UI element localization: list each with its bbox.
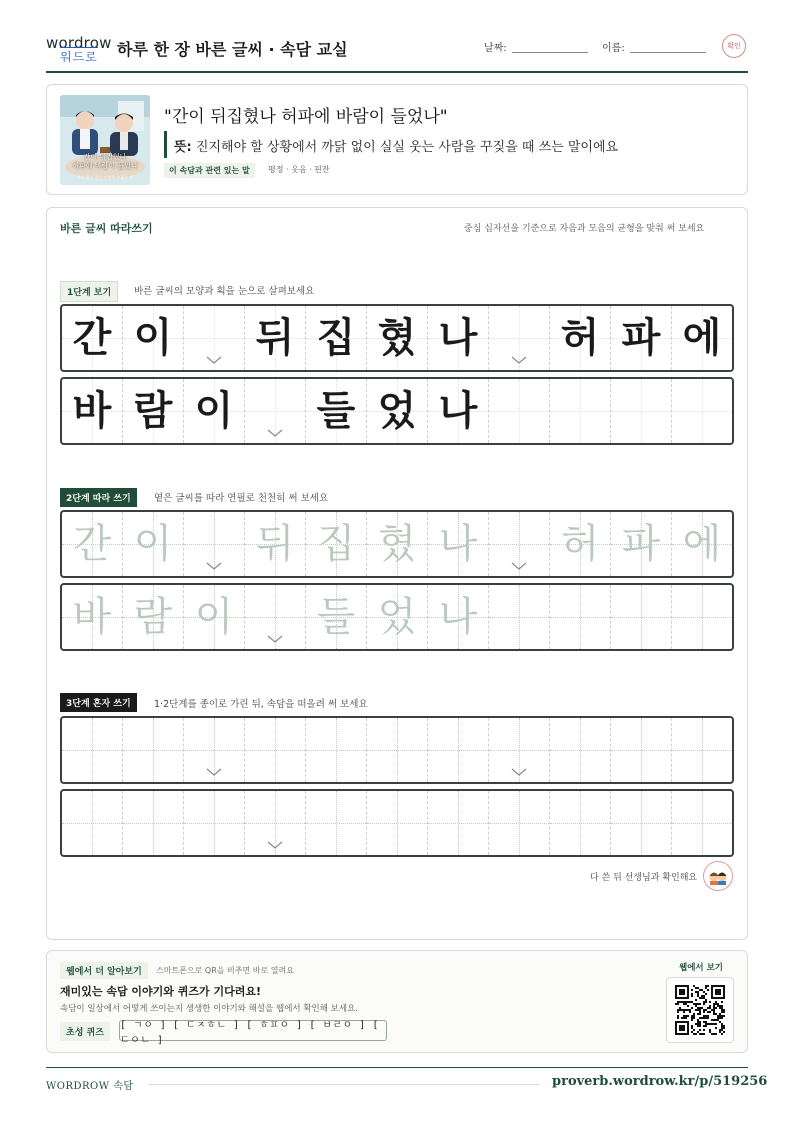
quiz-label: 초성 퀴즈 <box>60 1022 110 1041</box>
writing-char: 이 <box>133 315 173 361</box>
writing-char: 허 <box>560 315 600 361</box>
writing-cell[interactable] <box>245 585 306 649</box>
logo-subtitle: 워드로 <box>60 47 98 65</box>
space-mark-icon <box>267 841 283 849</box>
header-divider <box>46 71 748 73</box>
writing-cell[interactable] <box>428 512 489 576</box>
writing-char: 혔 <box>377 315 417 361</box>
writing-cell[interactable] <box>184 791 245 855</box>
proverb-illustration <box>60 95 150 185</box>
writing-char: 혔 <box>377 521 417 567</box>
writing-cell <box>306 379 367 443</box>
meaning-accent-bar <box>164 131 167 158</box>
qr-label: 웹에서 보기 <box>679 963 724 973</box>
writing-cell[interactable] <box>550 585 611 649</box>
writing-char: 파 <box>621 521 661 567</box>
step3-row2[interactable] <box>60 789 734 857</box>
writing-cell[interactable] <box>62 585 123 649</box>
writing-cell <box>611 306 672 370</box>
writing-cell <box>62 306 123 370</box>
writing-char: 간 <box>72 315 112 361</box>
writing-char: 간 <box>72 521 112 567</box>
writing-cell <box>611 379 672 443</box>
writing-cell <box>367 379 428 443</box>
related-words: 평정 · 웃음 · 핀잔 <box>268 165 330 174</box>
writing-char: 들 <box>316 388 356 434</box>
writing-cell[interactable] <box>428 718 489 782</box>
meaning-label: 뜻: <box>174 140 192 155</box>
footer-url[interactable]: proverb.wordrow.kr/p/519256 <box>552 1074 768 1089</box>
writing-cell[interactable] <box>245 791 306 855</box>
writing-char: 집 <box>316 315 356 361</box>
page-title: 하루 한 장 바른 글씨 · 속담 교실 <box>117 40 348 59</box>
writing-cell[interactable] <box>367 585 428 649</box>
writing-cell[interactable] <box>489 718 550 782</box>
writing-cell[interactable] <box>611 718 672 782</box>
step2-row2[interactable] <box>60 583 734 651</box>
practice-title: 바른 글씨 따라쓰기 <box>60 222 153 235</box>
writing-cell[interactable] <box>428 791 489 855</box>
space-mark-icon <box>267 635 283 643</box>
writing-cell[interactable] <box>184 718 245 782</box>
writing-cell[interactable] <box>306 512 367 576</box>
writing-cell[interactable] <box>672 585 732 649</box>
writing-char: 집 <box>316 521 356 567</box>
step3-row1[interactable] <box>60 716 734 784</box>
writing-cell[interactable] <box>245 718 306 782</box>
writing-char: 뒤 <box>255 521 295 567</box>
writing-cell[interactable] <box>306 718 367 782</box>
writing-cell[interactable] <box>62 791 123 855</box>
illustration-caption <box>60 153 150 171</box>
writing-char: 이 <box>194 594 234 640</box>
footer-divider <box>46 1067 748 1068</box>
space-mark-icon <box>511 356 527 364</box>
writing-cell[interactable] <box>428 585 489 649</box>
writing-char: 들 <box>316 594 356 640</box>
teacher-stamp-icon <box>703 861 733 891</box>
space-mark-icon <box>206 768 222 776</box>
writing-cell[interactable] <box>672 791 732 855</box>
step3-desc: 1·2단계를 종이로 가린 뒤, 속담을 떠올려 써 보세요 <box>154 699 368 710</box>
writing-cell[interactable] <box>672 512 732 576</box>
writing-char: 었 <box>377 594 417 640</box>
writing-char: 나 <box>438 315 478 361</box>
writing-cell[interactable] <box>123 791 184 855</box>
writing-char: 바 <box>72 594 112 640</box>
writing-char: 이 <box>133 521 173 567</box>
step2-row1[interactable] <box>60 510 734 578</box>
writing-cell[interactable] <box>123 512 184 576</box>
wordrow-logo <box>46 34 112 64</box>
illustration-subcaption: 이유 없이 웃는 사람을 꾸짖는 말 <box>76 175 134 180</box>
step3-tag: 3단계 혼자 쓰기 <box>60 693 137 712</box>
logo-wordmark: wordrow <box>46 34 112 52</box>
more-hint: 스마트폰으로 QR을 비추면 바로 열려요 <box>156 966 294 975</box>
qr-code[interactable] <box>666 977 734 1043</box>
more-tag: 웹에서 더 알아보기 <box>60 962 148 979</box>
step1-tag: 1단계 보기 <box>60 281 118 302</box>
writing-cell <box>672 379 732 443</box>
more-title: 재미있는 속담 이야기와 퀴즈가 기다려요! <box>60 985 261 998</box>
writing-char: 파 <box>621 315 661 361</box>
writing-cell <box>489 306 550 370</box>
writing-cell <box>428 306 489 370</box>
writing-char: 나 <box>438 594 478 640</box>
writing-cell[interactable] <box>367 718 428 782</box>
writing-cell <box>489 379 550 443</box>
writing-cell[interactable] <box>367 512 428 576</box>
writing-cell[interactable] <box>306 585 367 649</box>
writing-cell[interactable] <box>489 512 550 576</box>
writing-cell[interactable] <box>184 585 245 649</box>
writing-cell[interactable] <box>550 512 611 576</box>
teacher-check-text: 다 쓴 뒤 선생님과 확인해요 <box>590 873 698 883</box>
writing-char: 에 <box>682 521 722 567</box>
name-field[interactable] <box>630 52 706 53</box>
space-mark-icon <box>206 562 222 570</box>
proverb-meaning <box>174 136 618 155</box>
illustration-caption-line1: 간이 뒤집혔나 <box>83 153 127 161</box>
writing-char: 었 <box>377 388 417 434</box>
writing-cell <box>367 306 428 370</box>
writing-char: 허 <box>560 521 600 567</box>
writing-cell <box>62 379 123 443</box>
step1-desc: 바른 글씨의 모양과 획을 눈으로 살펴보세요 <box>134 286 315 297</box>
date-label: 날짜: <box>484 43 507 54</box>
space-mark-icon <box>511 562 527 570</box>
writing-char: 람 <box>133 388 173 434</box>
writing-cell <box>550 379 611 443</box>
writing-char: 바 <box>72 388 112 434</box>
step2-tag: 2단계 따라 쓰기 <box>60 488 137 507</box>
writing-cell[interactable] <box>550 791 611 855</box>
writing-char: 이 <box>194 388 234 434</box>
practice-hint: 중심 십자선을 기준으로 자음과 모음의 균형을 맞춰 써 보세요 <box>464 224 705 234</box>
kids-face-icon <box>707 865 729 887</box>
writing-char: 나 <box>438 388 478 434</box>
writing-cell[interactable] <box>123 585 184 649</box>
step2-desc: 옅은 글씨를 따라 연필로 천천히 써 보세요 <box>154 493 329 504</box>
chosung-quiz: [ ㄱㅇ ] [ ㄷㅈㅎㄴ ] [ ㅎㅍㅇ ] [ ㅂㄹㅇ ] [ ㄷㅇㄴ ] <box>119 1020 387 1041</box>
writing-cell[interactable] <box>611 512 672 576</box>
writing-cell[interactable] <box>489 791 550 855</box>
writing-cell <box>428 379 489 443</box>
writing-cell[interactable] <box>489 585 550 649</box>
space-mark-icon <box>267 429 283 437</box>
step1-row2 <box>60 377 734 445</box>
writing-cell <box>184 306 245 370</box>
writing-cell <box>123 379 184 443</box>
space-mark-icon <box>206 356 222 364</box>
footer-rule <box>148 1084 540 1085</box>
illustration-image <box>60 95 150 185</box>
writing-char: 에 <box>682 315 722 361</box>
writing-cell[interactable] <box>62 718 123 782</box>
space-mark-icon <box>511 768 527 776</box>
writing-cell <box>123 306 184 370</box>
writing-cell[interactable] <box>306 791 367 855</box>
stamp-label: 확인 <box>727 42 741 50</box>
illustration-caption-line2: 허파에 바람이 들었나 <box>72 162 138 170</box>
writing-cell[interactable] <box>245 512 306 576</box>
name-label: 이름: <box>602 43 625 54</box>
writing-char: 나 <box>438 521 478 567</box>
footer-brand: WORDROW 속담 <box>46 1081 134 1092</box>
writing-cell[interactable] <box>611 791 672 855</box>
writing-cell <box>245 306 306 370</box>
related-words-tag: 이 속담과 관련 있는 말 <box>164 163 255 178</box>
qr-code-icon <box>667 978 733 1042</box>
writing-char: 람 <box>133 594 173 640</box>
writing-char: 뒤 <box>255 315 295 361</box>
writing-cell[interactable] <box>184 512 245 576</box>
writing-cell <box>306 306 367 370</box>
meaning-text: 진지해야 할 상황에서 까닭 없이 실실 웃는 사람을 꾸짖을 때 쓰는 말이에요 <box>195 140 619 155</box>
writing-cell <box>672 306 732 370</box>
writing-cell <box>245 379 306 443</box>
writing-cell[interactable] <box>611 585 672 649</box>
more-description: 속담이 일상에서 어떻게 쓰이는지 생생한 이야기와 해설을 웹에서 확인해 보세요. <box>60 1004 358 1014</box>
writing-cell[interactable] <box>550 718 611 782</box>
step1-row1 <box>60 304 734 372</box>
writing-cell[interactable] <box>367 791 428 855</box>
date-field[interactable] <box>512 52 588 53</box>
proverb-title: "간이 뒤집혔나 허파에 바람이 들었나" <box>164 107 448 127</box>
writing-cell[interactable] <box>123 718 184 782</box>
check-stamp-icon <box>722 34 746 58</box>
writing-cell[interactable] <box>672 718 732 782</box>
writing-cell <box>550 306 611 370</box>
writing-cell[interactable] <box>62 512 123 576</box>
writing-cell <box>184 379 245 443</box>
